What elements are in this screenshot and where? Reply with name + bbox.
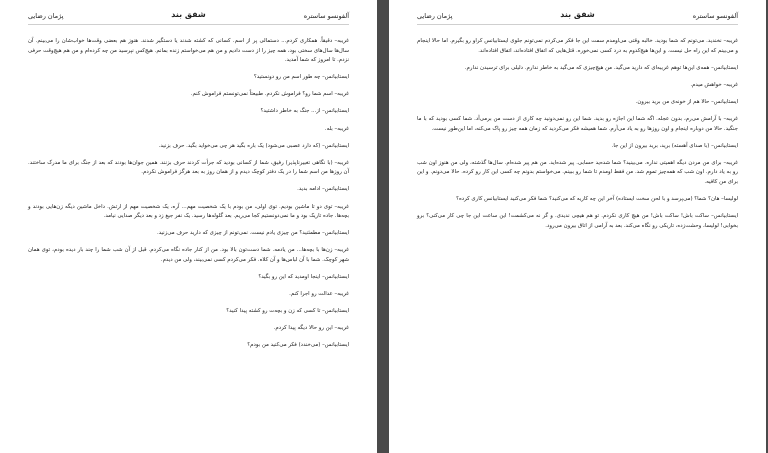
header-author: پژمان رضایی <box>417 12 453 20</box>
paragraph: ایستابیانس– (که دارد عصبی می‌شود) یک باره بگید هر چی می‌خواید بگید. حرف بزنید. <box>158 142 349 149</box>
paragraph: ایستابیانس– حالا هم از خونه‌ی من برید بیرون. <box>635 98 738 105</box>
paragraph: غریبه– با آرامش می‌رم، بدون عجله. اگه شما این اجازه رو بدید. شما این رو نمی‌دونید چه کاری از دست من برمی‌آد. شما کسی بودید که با ما جنگید. حالا من دوباره اینجام و اون روزها رو به یاد می‌آرم. شما همیشه فکر می‌کردید که زمان همه چیز رو پاک می‌کنه، اما این‌طور نیست. <box>417 115 738 132</box>
paragraph: غریبه– دقیقاً. همکاری کردم... دستمالی پر از اسم. کسانی که کشته شدند یا دستگیر شدند. هنوز هم بعضی وقت‌ها خواب‌شان را می‌بینم. آن سال‌ها سال‌های سختی بود، همه چیز را از دست دادیم و من هم می‌خواستم زنده بمانم. هیچ‌کس نپرسید من چه کرده‌ام و من هم هیچ‌وقت حرفی نزدم. تا امروز که شما آمدید. <box>28 38 349 64</box>
paragraph: غریبه– زن‌ها با بچه‌ها... من یادمه. شما دست‌تون بالا بود. من از کنار جاده نگاه می‌کردم. قبل از آن شب شما را چند بار دیده بودم، توی همان شهر کوچک. شما با آن لباس‌ها و آن کلاه. فکر می‌کردم کسی نمی‌بیند، ولی من دیدم. <box>28 247 349 263</box>
paragraph: ایستابیانس– ساکت باش! ساکت باش! من هیچ کاری نکردم. تو هم هیچی ندیدی. و گر نه می‌کشمت! این ساعت این جا چی کار می‌کنی؟ برو بخوابی! لولیسا، وحشت‌زده، تاریکی رو نگاه می‌کند. بعد به آرامی از اتاق بیرون می‌رود. <box>417 213 738 229</box>
paragraph: غریبه– عدالت رو اجرا کنم. <box>289 291 349 298</box>
paragraph: غریبه– بله. <box>324 125 349 132</box>
paragraph: ایستابیانس– (می‌خندد) فکر می‌کنید من بودم؟ <box>247 342 349 349</box>
paragraph: ایستابیانس– چه طور اسم من رو دونستید؟ <box>253 74 349 81</box>
paragraph: ایستابیانس– تا کسی که زن و بچه‌ت رو کشته پیدا کنید؟ <box>226 308 349 315</box>
paragraph: ایستابیانس– از... جنگ به خاطر داشتید؟ <box>260 108 349 115</box>
publisher-logo: شفق بند <box>171 10 206 19</box>
paragraph: غریبه– اسم شما رو؟ فراموش نکردم. طبیعتاً نمی‌تونستم فراموش کنم. <box>190 91 349 98</box>
paragraph: لولیسا– هان؟ شما؟ (می‌پرسد و با لحن سخت ایستاده) آخر این چه کاریه که می‌کنید؟ شما فکر می‌کنید ایستابیانس کاری کرده؟ <box>456 196 738 203</box>
paragraph: ایستابیانس– (با صدای آهسته) برید، برید بیرون از این جا. <box>611 142 738 149</box>
paragraph: غریبه– توی دو تا ماشین بودیم. توی اولی، من بودم با یک شخصیت مهم... آره، یک شخصیت مهم از ارتش. داخل ماشین دیگه زن‌هایی بودند و بچه‌ها. جاده تاریک بود و ما نمی‌دونستیم کجا می‌ریم. بعد گلوله‌ها رسید. یک نفر جیغ زد و بعد دیگر صدایی نیامد. <box>28 203 349 220</box>
paragraph: ایستابیانس– ادامه بدید. <box>297 186 349 193</box>
paragraph: ایستابیانس– مطمئنید؟ من چیزی یادم نیست. نمی‌تونم از چیزی که دارید حرف می‌زنید. <box>156 230 349 237</box>
page-body <box>417 37 738 231</box>
paragraph: ایستابیانس– اینجا اومدید که این رو بگید؟ <box>258 274 349 280</box>
page-header <box>417 10 738 25</box>
page-header <box>28 10 349 25</box>
header-title: آلفونسو ساستره <box>692 12 738 20</box>
publisher-logo: شفق بند <box>560 10 595 19</box>
paragraph: غریبه– خواهش‌ میدم. <box>690 81 738 88</box>
page-body <box>28 37 349 351</box>
paragraph: غریبه– نخندید. می‌تونم که شما بودید. خالبه وقتی می‌اومدم سمت این جا فکر می‌کردم نمی‌تونم جلوی ایستابیانس کراو رو بگیرم. اما حالا اینجام و می‌بینم که این راه حل نیست. و این‌ها هیچ‌کدوم به درد کسی نمی‌خوره. قتل‌هایی که اتفاق افتاده‌اند، اتفاق افتاده‌اند. <box>417 38 738 54</box>
paragraph: غریبه– این رو حالا دیگه پیدا کردم. <box>273 325 349 332</box>
paragraph: ایستابیانس– همه‌ی این‌ها توهم غریبه‌ای که دارید می‌گید. من هیچ‌چیزی که می‌گید به خاطر ندارم. دلیلی برای ترسیدن ندارم. <box>464 64 738 71</box>
right-page <box>389 0 766 453</box>
paragraph: غریبه– برای من مردن دیگه اهمیتی نداره. می‌بینید؟ شما شده‌ید حسابی. پیر شده‌اید. من هم پیر شده‌ام. سال‌ها گذشته، ولی من هنوز اون شب رو به یاد دارم. اون شب که همه‌چیز تموم شد. من فقط اومدم تا شما رو ببینم. می‌خواستم بدونم چه کسی این کار رو کرده. حالا می‌دونم. و این برای من کافیه. <box>417 159 738 185</box>
left-page <box>0 0 377 453</box>
header-author: پژمان رضایی <box>28 12 64 20</box>
header-title: آلفونسو ساستره <box>303 12 349 20</box>
paragraph: غریبه– (با نگاهی تغییرناپذیر) رفیق، شما از کسانی بودید که جرأت کردند حرف بزنند. همین جوان‌ها بودند که بعد از جنگ برای ما مدرک ساختند. آن روزها من اسم شما را در یک دفتر کوچک دیدم و از همان روز به بعد هرگز فراموش نکردم. <box>28 159 349 176</box>
